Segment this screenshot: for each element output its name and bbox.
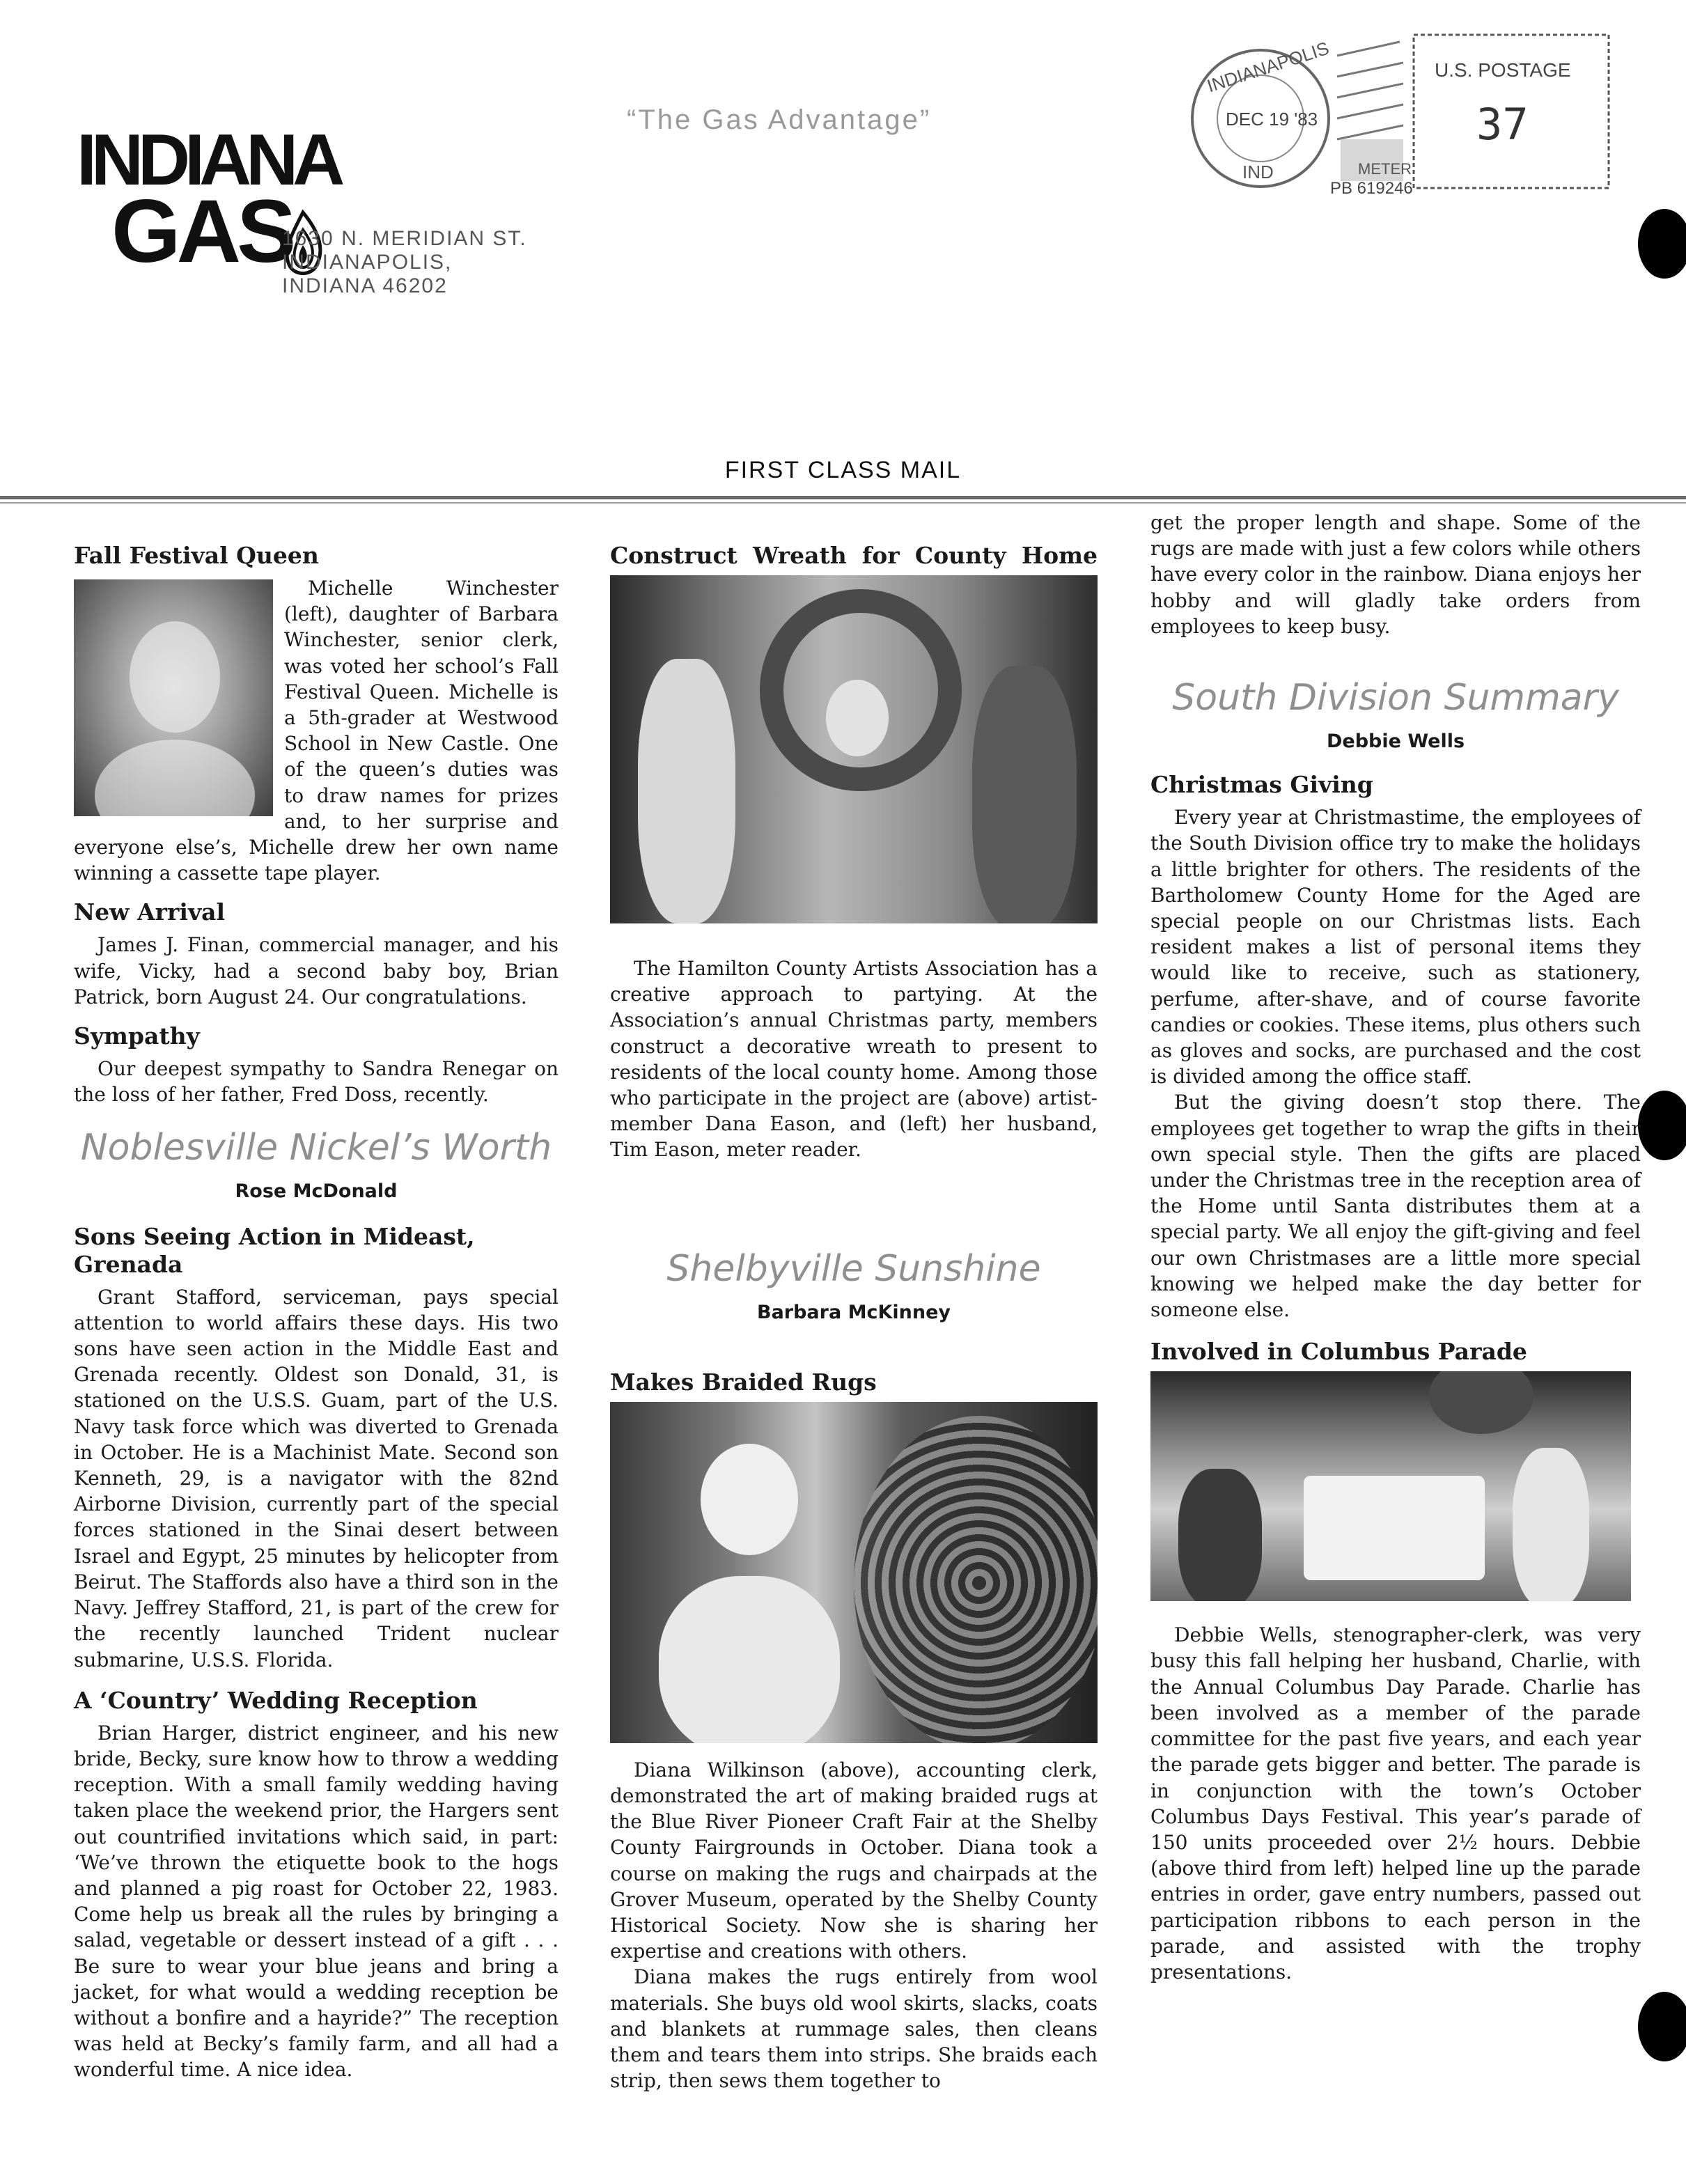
byline: Rose McDonald — [235, 1180, 398, 1203]
article-body: Every year at Christmastime, the employees of the South Division office try to make the holidays a little brighter for others. The residents of the Bartholomew County Home for the Aged are special people on our Christmas lists. Each resident makes a list of personal items they would like to receive, such as stationery, perfume, after-shave, and of course favorite candies or cookies. These items, plus others such as gloves and socks, are purchased and the cost is divided among the office staff. — [1150, 806, 1641, 1089]
logo-wordmark-top: INDIANA — [77, 120, 340, 201]
article-body: James J. Finan, commercial manager, and his wife, Vicky, had a second baby boy, Brian Patrick, born August 24. Our congratulations. — [74, 933, 559, 1008]
postmark-date: DEC 19 '83 — [1226, 109, 1318, 130]
column-1 — [74, 542, 559, 2083]
article-heading: New Arrival — [74, 898, 226, 926]
article-body: Grant Stafford, serviceman, pays special attention to world affairs these days. His two sons have seen action in the Middle East and Grenada recently. Oldest son Donald, 31, is stationed on the U.S.S. Guam, part of the U.S. Navy task force which was diverted to Grenada in October. He is a Machinist Mate. Second son Kenneth, 29, is a navigator with the 82nd Airborne Division, currently part of the special forces stationed in the Sinai desert between Israel and Egypt, 25 minutes by helicopter from Beirut. The Staffords also have a third son in the Navy. Jeffrey Stafford, 21, is part of the crew for the recently launched Trident nuclear submarine, U.S.S. Florida. — [74, 1285, 559, 1671]
article-body: Debbie Wells, stenographer-clerk, was very busy this fall helping her husband, Charlie, with the Annual Columbus Day Parade. Charlie has been involved as a member of the parade committee for the past five years, and each year the parade gets bigger and better. The parade is in conjunction with the town’s October Columbus Days Festival. This year’s parade of 150 units proceeded over 2½ hours. Debbie (above third from left) helped line up the parade entries in order, gave entry numbers, passed out participation ribbons to each person in the parade, and assisted with the trophy presentations. — [1150, 1623, 1641, 1983]
column-2 — [610, 542, 1098, 2093]
article-body: Diana Wilkinson (above), accounting clerk, demonstrated the art of making braided rugs at the Blue River Pioneer Craft Fair at the Shelby County Fairgrounds in October. Diana took a course on making the rugs and chairpads at the Grover Museum, operated by the Shelby County Historical Society. Now she is sharing her expertise and creations with others. — [610, 1758, 1098, 1963]
divider-rule-thin — [0, 502, 1686, 504]
article-body: But the giving doesn’t stop there. The employees get together to wrap the gifts in their own special style. Then the gifts are placed under the Christmas tree in the reception area of the Home until Santa distributes them at a special party. We all enjoy the gift-giving and feel our own Christmases are a little more special knowing we helped make the day better for someone else. — [1150, 1091, 1641, 1322]
article-body: The Hamilton County Artists Association has a creative approach to partying. At the Association’s annual Christmas party, members construct a decorative wreath to present to residents of the local county home. Among those who participate in the project are (above) artist-member Dana Eason, and (left) her husband, Tim Eason, meter reader. — [610, 957, 1098, 1162]
section-title: South Division Summary — [1172, 677, 1619, 719]
postage-amount: 37 — [1476, 99, 1529, 150]
byline: Debbie Wells — [1326, 731, 1465, 753]
meter-label: METER — [1358, 160, 1412, 178]
article-body: Our deepest sympathy to Sandra Renegar on the loss of her father, Fred Doss, recently. — [74, 1057, 559, 1107]
article-heading: Construct Wreath for County Home — [610, 542, 1098, 569]
address-line: INDIANAPOLIS, — [282, 251, 453, 274]
festival-queen-photo — [74, 579, 273, 816]
article-heading: Sons Seeing Action in Mideast, Grenada — [74, 1222, 475, 1278]
postmark-state: IND — [1242, 162, 1274, 182]
first-class-mail-label: FIRST CLASS MAIL — [724, 457, 962, 483]
address-line: 1630 N. MERIDIAN ST. — [282, 227, 527, 250]
binder-hole — [1638, 1091, 1686, 1160]
postmark-stamp — [1170, 14, 1616, 195]
binder-hole — [1638, 1992, 1686, 2061]
indiana-gas-logo — [77, 120, 340, 299]
article-heading: Sympathy — [74, 1022, 200, 1050]
article-body: Diana makes the rugs entirely from wool materials. She buys old wool skirts, slacks, coats and blankets at rummage sales, then cleans them and tears them into strips. She braids each strip, then sews them together to — [610, 1965, 1098, 2093]
article-body: Michelle Winchester (left), daughter of Barbara Winchester, senior clerk, was voted her school’s Fall Festival Queen. Michelle is a 5th-grader at Westwood School in New Castle. One of the queen’s duties was to draw names for prizes and, to her surprise and everyone else’s, Michelle drew her own name winning a cassette tape player. — [74, 577, 559, 885]
braided-rugs-photo — [610, 1402, 1098, 1743]
byline: Barbara McKinney — [756, 1301, 951, 1323]
slogan: “The Gas Advantage” — [627, 104, 932, 135]
column-3 — [1150, 510, 1641, 1985]
address-line: INDIANA 46202 — [282, 274, 448, 297]
binder-hole — [1638, 209, 1686, 279]
article-heading: Makes Braided Rugs — [610, 1368, 877, 1396]
section-title: Shelbyville Sunshine — [666, 1247, 1041, 1290]
logo-wordmark-bottom: GAS — [111, 182, 292, 281]
article-heading: Christmas Giving — [1150, 771, 1373, 799]
postmark-city: INDIANAPOLIS — [1204, 37, 1332, 97]
columbus-parade-photo — [1150, 1371, 1631, 1601]
meter-number: PB 619246 — [1330, 179, 1413, 195]
article-body: Brian Harger, district engineer, and his new bride, Becky, sure know how to throw a wedding reception. With a small family wedding having taken place the weekend prior, the Hargers sent out countrified invitations which said, in part: ‘We’ve thrown the etiquette book to the hogs and planned a pig roast for October 22, 1983. Come help us break all the rules by bringing a salad, vegetable or dessert instead of a gift . . . Be sure to wear your blue jeans and bring a jacket, for what would a wedding reception be without a bonfire and a hayride?” The reception was held at Becky’s family farm, and all had a wonderful time. A nice idea. — [74, 1721, 559, 2082]
article-heading: Fall Festival Queen — [74, 542, 319, 569]
article-heading: Involved in Columbus Parade — [1150, 1338, 1527, 1366]
divider-rule — [0, 496, 1686, 499]
wreath-photo — [610, 575, 1098, 923]
section-title: Noblesville Nickel’s Worth — [80, 1127, 552, 1169]
postage-label: U.S. POSTAGE — [1435, 59, 1571, 81]
mailer-address — [282, 227, 527, 298]
article-body: get the proper length and shape. Some of the rugs are made with just a few colors while others have every color in the rainbow. Diana enjoys her hobby and will gladly take orders from employees to keep busy. — [1150, 511, 1641, 638]
article-heading: A ‘Country’ Wedding Reception — [74, 1686, 478, 1714]
